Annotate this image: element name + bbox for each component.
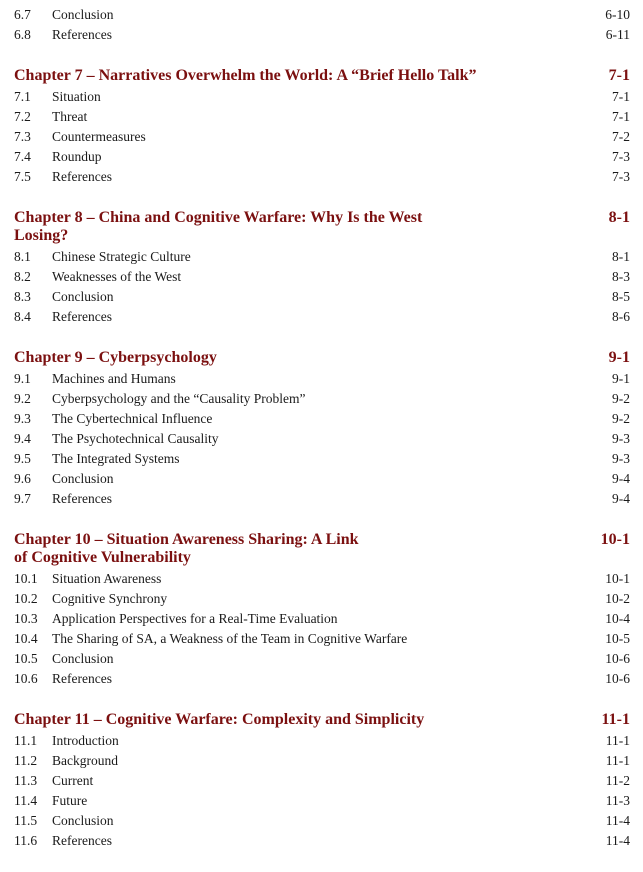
- section-number: 7.2: [14, 109, 31, 124]
- section-title: Application Perspectives for a Real-Time Evaluation: [52, 611, 338, 626]
- section-number: 7.1: [14, 89, 31, 104]
- toc-entry[interactable]: [14, 811, 630, 831]
- page-number: 7-3: [612, 169, 630, 184]
- section-title: Situation Awareness: [52, 571, 162, 586]
- toc-entry[interactable]: [14, 831, 630, 851]
- toc-entry[interactable]: [14, 127, 630, 147]
- section-title: Situation: [52, 89, 101, 104]
- page-number: 8-5: [612, 289, 630, 304]
- page-number: 9-2: [612, 411, 630, 426]
- section-title: Conclusion: [52, 813, 114, 828]
- chapter-title: Chapter 8 – China and Cognitive Warfare: Why Is the West Losing?: [14, 209, 423, 244]
- toc-entry[interactable]: [14, 107, 630, 127]
- page-number: 7-1: [612, 109, 630, 124]
- page-number: 7-2: [612, 129, 630, 144]
- chapter-10-section: [14, 531, 630, 689]
- page-number: 9-4: [612, 471, 630, 486]
- toc-entry[interactable]: [14, 489, 630, 509]
- section-number: 7.5: [14, 169, 31, 184]
- section-title: Current: [52, 773, 94, 788]
- section-title: References: [52, 833, 112, 848]
- page-number: 11-4: [605, 813, 630, 828]
- section-title: Conclusion: [52, 289, 114, 304]
- chapter-7-section: [14, 67, 630, 187]
- chapter-page: 9-1: [608, 349, 630, 366]
- page-number: 8-1: [612, 249, 630, 264]
- chapter-page: 10-1: [600, 531, 630, 548]
- chapter-8-section: [14, 209, 630, 327]
- page-number: 11-2: [605, 773, 630, 788]
- toc-entry[interactable]: [14, 267, 630, 287]
- section-title: Conclusion: [52, 471, 114, 486]
- section-title: The Integrated Systems: [52, 451, 180, 466]
- section-number: 11.6: [14, 833, 38, 848]
- section-number: 10.4: [14, 631, 38, 646]
- chapter-6-tail: [14, 0, 630, 45]
- page-number: 9-4: [612, 491, 630, 506]
- page-number: 11-4: [605, 833, 630, 848]
- section-title: Future: [52, 793, 88, 808]
- toc-entry[interactable]: [14, 791, 630, 811]
- chapter-heading[interactable]: [14, 349, 630, 367]
- section-title: Threat: [52, 109, 88, 124]
- section-number: 11.2: [14, 753, 38, 768]
- section-title: References: [52, 27, 112, 42]
- section-number: 8.3: [14, 289, 31, 304]
- page-number: 8-3: [612, 269, 630, 284]
- toc-entry[interactable]: [14, 369, 630, 389]
- page-number: 10-6: [605, 671, 630, 686]
- toc-entry[interactable]: [14, 247, 630, 267]
- section-number: 11.1: [14, 733, 38, 748]
- page-number: 8-6: [612, 309, 630, 324]
- toc-entry[interactable]: [14, 771, 630, 791]
- section-number: 10.5: [14, 651, 38, 666]
- section-number: 8.1: [14, 249, 31, 264]
- section-title: Introduction: [52, 733, 119, 748]
- section-title: Conclusion: [52, 651, 114, 666]
- page-number: 10-6: [605, 651, 630, 666]
- section-number: 10.1: [14, 571, 38, 586]
- section-number: 9.5: [14, 451, 31, 466]
- page-number: 10-4: [605, 611, 630, 626]
- toc-entry[interactable]: [14, 649, 630, 669]
- toc-entry[interactable]: [14, 731, 630, 751]
- page-number: 7-3: [612, 149, 630, 164]
- section-title: Roundup: [52, 149, 102, 164]
- section-title: Cyberpsychology and the “Causality Problem”: [52, 391, 306, 406]
- toc-entry[interactable]: [14, 389, 630, 409]
- toc-entry[interactable]: [14, 409, 630, 429]
- chapter-title: Chapter 7 – Narratives Overwhelm the World: A “Brief Hello Talk”: [14, 67, 477, 84]
- section-number: 8.2: [14, 269, 31, 284]
- section-number: 11.4: [14, 793, 38, 808]
- toc-entry[interactable]: [14, 429, 630, 449]
- section-number: 9.4: [14, 431, 31, 446]
- page-number: 11-1: [605, 753, 630, 768]
- chapter-heading[interactable]: [14, 67, 630, 85]
- section-number: 7.4: [14, 149, 31, 164]
- page-number: 10-1: [605, 571, 630, 586]
- toc-entry[interactable]: [14, 629, 630, 649]
- chapter-title: Chapter 11 – Cognitive Warfare: Complexity and Simplicity: [14, 711, 425, 728]
- chapter-heading[interactable]: [14, 711, 630, 729]
- section-number: 11.3: [14, 773, 38, 788]
- toc-entry[interactable]: [14, 87, 630, 107]
- chapter-11-section: [14, 711, 630, 851]
- page-number: 7-1: [612, 89, 630, 104]
- toc-entry[interactable]: [14, 307, 630, 327]
- page-number: 11-1: [605, 733, 630, 748]
- toc-entry[interactable]: [14, 669, 630, 689]
- toc-entry[interactable]: [14, 147, 630, 167]
- section-number: 9.2: [14, 391, 31, 406]
- page-number: 9-3: [612, 451, 630, 466]
- chapter-heading[interactable]: [14, 531, 630, 567]
- section-title: Cognitive Synchrony: [52, 591, 168, 606]
- section-title: References: [52, 169, 112, 184]
- section-number: 9.1: [14, 371, 31, 386]
- section-title: Countermeasures: [52, 129, 146, 144]
- section-title: Conclusion: [52, 7, 114, 22]
- section-number: 9.3: [14, 411, 31, 426]
- toc-entry[interactable]: [14, 751, 630, 771]
- page-number: 6-10: [605, 7, 630, 22]
- section-title: The Sharing of SA, a Weakness of the Team in Cognitive Warfare: [52, 631, 408, 646]
- section-title: References: [52, 671, 112, 686]
- section-number: 8.4: [14, 309, 31, 324]
- page-number: 6-11: [605, 27, 630, 42]
- toc-entry[interactable]: [14, 5, 630, 25]
- section-title: The Cybertechnical Influence: [52, 411, 213, 426]
- section-title: Weaknesses of the West: [52, 269, 182, 284]
- page-number: 9-3: [612, 431, 630, 446]
- chapter-page: 7-1: [608, 67, 630, 84]
- section-title: The Psychotechnical Causality: [52, 431, 219, 446]
- section-title: References: [52, 309, 112, 324]
- chapter-heading[interactable]: [14, 209, 630, 245]
- page-number: 9-1: [612, 371, 630, 386]
- chapter-page: 8-1: [608, 209, 630, 226]
- section-title: Machines and Humans: [52, 371, 176, 386]
- chapter-page: 11-1: [601, 711, 630, 728]
- chapter-9-section: [14, 349, 630, 509]
- section-title: Background: [52, 753, 118, 768]
- section-number: 9.7: [14, 491, 31, 506]
- toc-entry[interactable]: [14, 609, 630, 629]
- section-number: 6.8: [14, 27, 31, 42]
- toc-entry[interactable]: [14, 167, 630, 187]
- section-number: 7.3: [14, 129, 31, 144]
- page-number: 11-3: [605, 793, 630, 808]
- section-number: 6.7: [14, 7, 31, 22]
- section-number: 10.2: [14, 591, 38, 606]
- section-number: 10.6: [14, 671, 38, 686]
- chapter-title: Chapter 9 – Cyberpsychology: [14, 349, 217, 366]
- page-number: 10-5: [605, 631, 630, 646]
- toc-entry[interactable]: [14, 449, 630, 469]
- toc-entry[interactable]: [14, 287, 630, 307]
- section-number: 11.5: [14, 813, 38, 828]
- chapter-title: Chapter 10 – Situation Awareness Sharing: A Link of Cognitive Vulnerability: [14, 531, 359, 566]
- toc-entry[interactable]: [14, 25, 630, 45]
- section-number: 9.6: [14, 471, 31, 486]
- page-number: 9-2: [612, 391, 630, 406]
- section-number: 10.3: [14, 611, 38, 626]
- toc-entry[interactable]: [14, 469, 630, 489]
- page-number: 10-2: [605, 591, 630, 606]
- section-title: References: [52, 491, 112, 506]
- section-title: Chinese Strategic Culture: [52, 249, 191, 264]
- toc-entry[interactable]: [14, 569, 630, 589]
- table-of-contents: [14, 0, 630, 851]
- toc-entry[interactable]: [14, 589, 630, 609]
